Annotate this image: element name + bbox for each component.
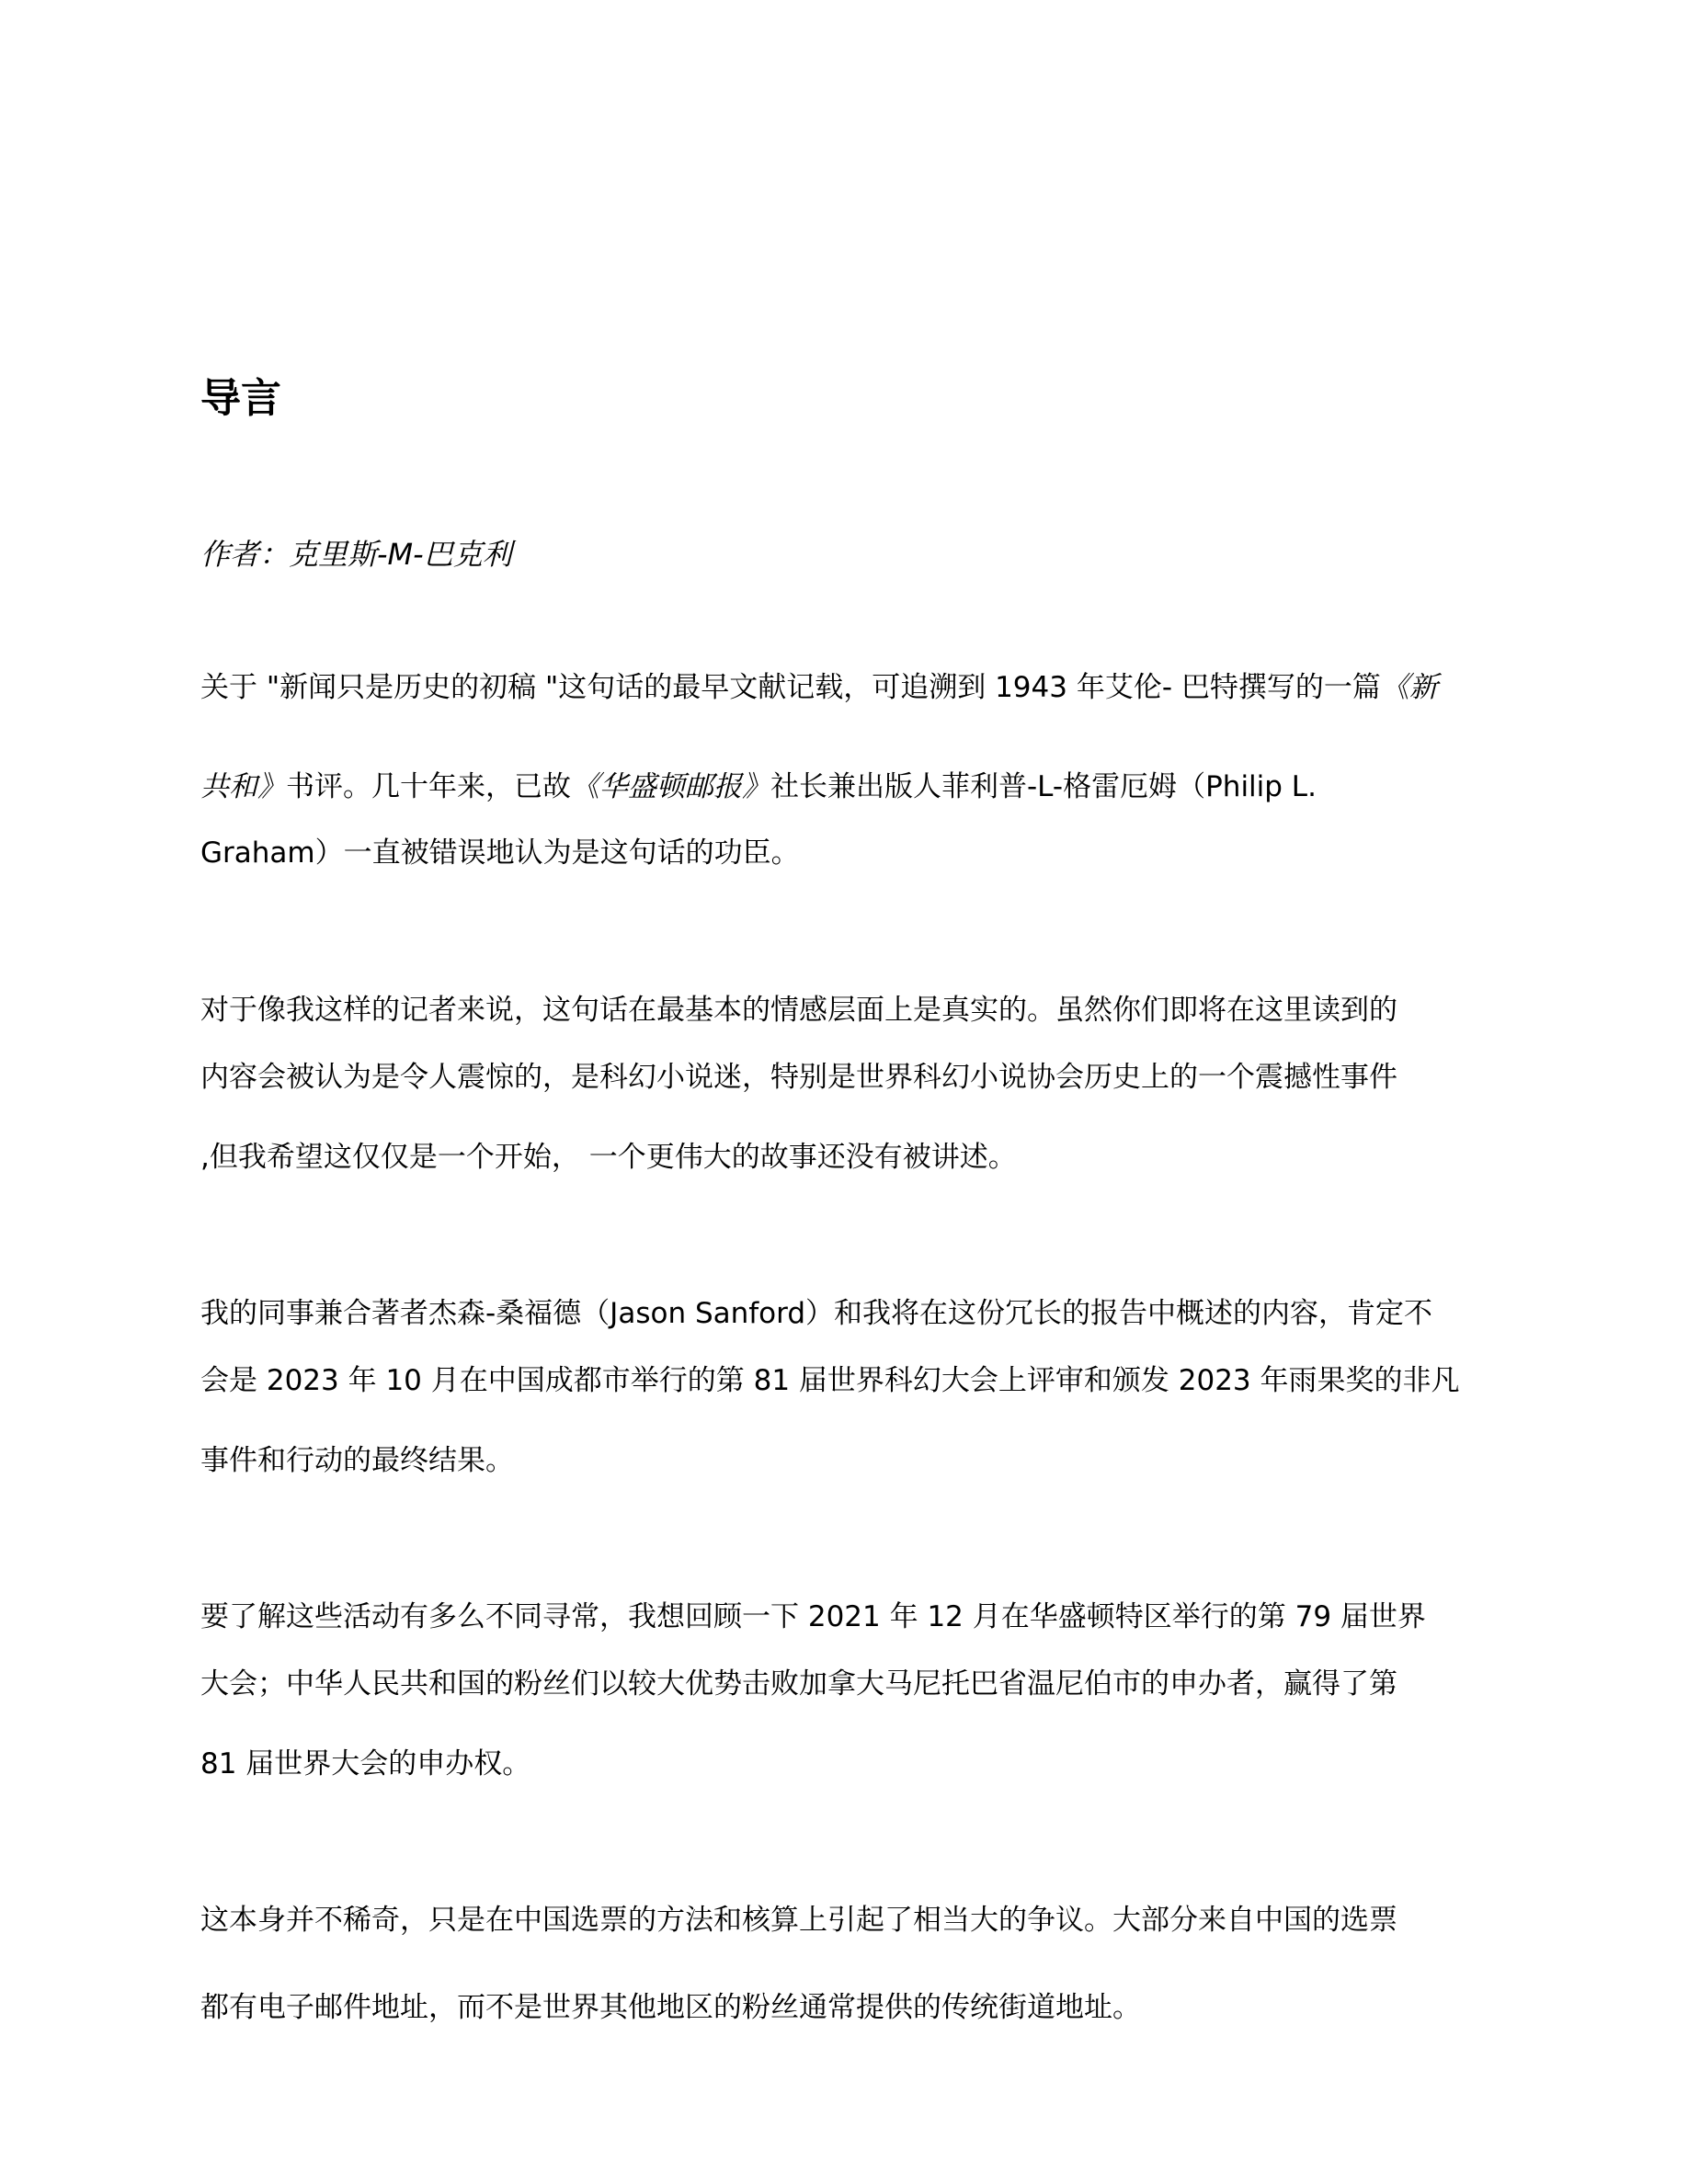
paragraph-3-line-3 <box>200 1439 514 1482</box>
paragraph-5-line-1 <box>200 1899 1397 1941</box>
text-run: 关于 "新闻只是历史的初稿 "这句话的最早文献记载，可追溯到 1943 年艾伦- 巴特撰写的一篇 <box>200 671 1381 704</box>
text-run: 书评。几十年来，已故 <box>286 770 571 803</box>
paragraph-4-line-2 <box>200 1663 1397 1705</box>
paragraph-4-line-1 <box>200 1596 1426 1638</box>
text-run: 事件和行动的最终结果。 <box>200 1444 514 1477</box>
text-run: 社长兼出版人菲利普-L-格雷厄姆（Philip L. <box>770 770 1317 803</box>
paragraph-1-line-3 <box>200 832 800 874</box>
paragraph-2-line-2 <box>200 1056 1397 1098</box>
paragraph-4-line-3 <box>200 1743 530 1785</box>
paragraph-1-line-1 <box>200 666 1438 709</box>
author-byline: 作者：克里斯-M-巴克利 <box>200 537 512 572</box>
italic-title-run: 《华盛顿邮报》 <box>571 770 770 803</box>
paragraph-2-line-1 <box>200 989 1397 1031</box>
text-run: ,但我希望这仅仅是一个开始， 一个更伟大的故事还没有被讲述。 <box>200 1141 1017 1174</box>
page-title: 导言 <box>200 375 281 422</box>
text-run: 我的同事兼合著者杰森-桑福德（Jason Sanford）和我将在这份冗长的报告中概述的内容，肯定不 <box>200 1297 1433 1330</box>
text-run: 会是 2023 年 10 月在中国成都市举行的第 81 届世界科幻大会上评审和颁发 2023 年雨果奖的非凡 <box>200 1364 1460 1397</box>
paragraph-1-line-2 <box>200 766 1317 808</box>
paragraph-3-line-2 <box>200 1359 1460 1402</box>
paragraph-5-line-2 <box>200 1986 1141 2029</box>
text-run: 都有电子邮件地址，而不是世界其他地区的粉丝通常提供的传统街道地址。 <box>200 1991 1141 2024</box>
italic-title-run: 共和》 <box>200 770 286 803</box>
text-run: 81 届世界大会的申办权。 <box>200 1747 531 1780</box>
text-run: Graham）一直被错误地认为是这句话的功臣。 <box>200 836 800 870</box>
text-run: 对于像我这样的记者来说，这句话在最基本的情感层面上是真实的。虽然你们即将在这里读到的 <box>200 994 1397 1027</box>
text-run: 内容会被认为是令人震惊的，是科幻小说迷，特别是世界科幻小说协会历史上的一个震撼性事件 <box>200 1061 1397 1094</box>
text-run: 这本身并不稀奇，只是在中国选票的方法和核算上引起了相当大的争议。大部分来自中国的选票 <box>200 1904 1397 1937</box>
paragraph-3-line-1 <box>200 1292 1432 1335</box>
text-run: 要了解这些活动有多么不同寻常，我想回顾一下 2021 年 12 月在华盛顿特区举行的第 79 届世界 <box>200 1600 1426 1633</box>
text-run: 大会；中华人民共和国的粉丝们以较大优势击败加拿大马尼托巴省温尼伯市的申办者，赢得了第 <box>200 1667 1397 1701</box>
italic-title-run: 《新 <box>1380 671 1438 704</box>
paragraph-2-line-3 <box>200 1136 1017 1178</box>
